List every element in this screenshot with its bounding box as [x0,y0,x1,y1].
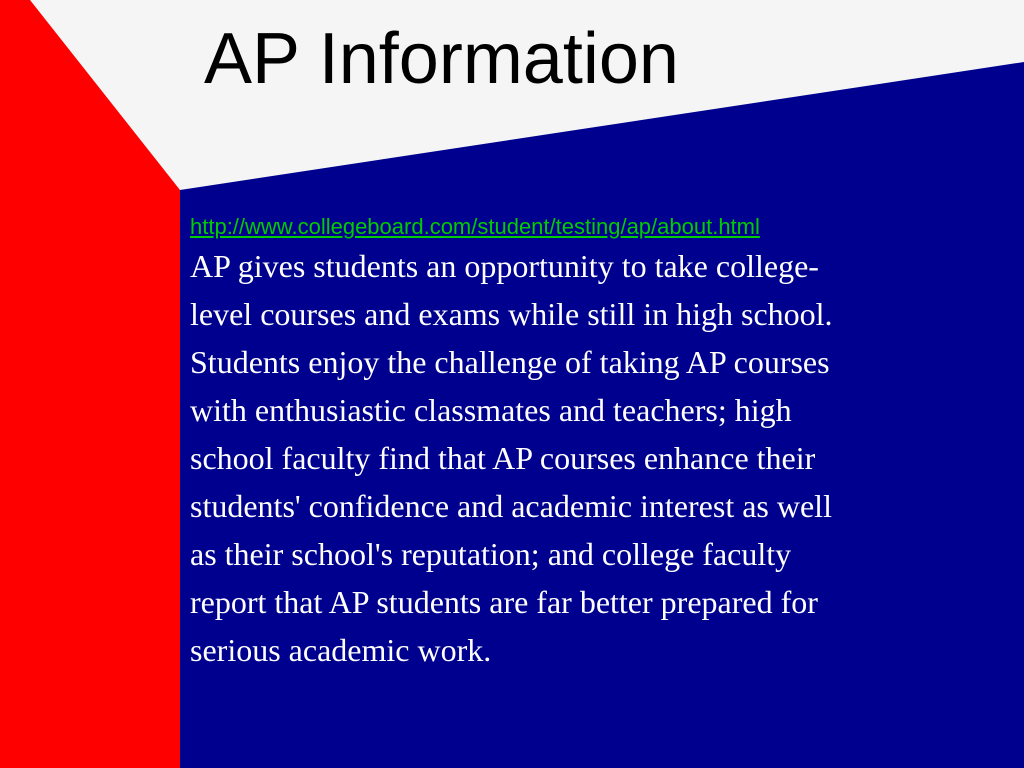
collegeboard-link[interactable]: http://www.collegeboard.com/student/testing/ap/about.html [190,214,760,239]
body-paragraph: AP gives students an opportunity to take college- level courses and exams while still in high school. Students enjoy the challenge of taking AP courses with enthusiastic classmates and teachers; high school faculty find that AP courses enhance their students' confidence and academic interest as well as their school's reputation; and college faculty report that AP students are far better prepared for serious academic work. [190,248,833,668]
content-block [190,212,1012,674]
slide-title: AP Information [204,19,679,99]
red-diagonal-shape [0,0,180,768]
